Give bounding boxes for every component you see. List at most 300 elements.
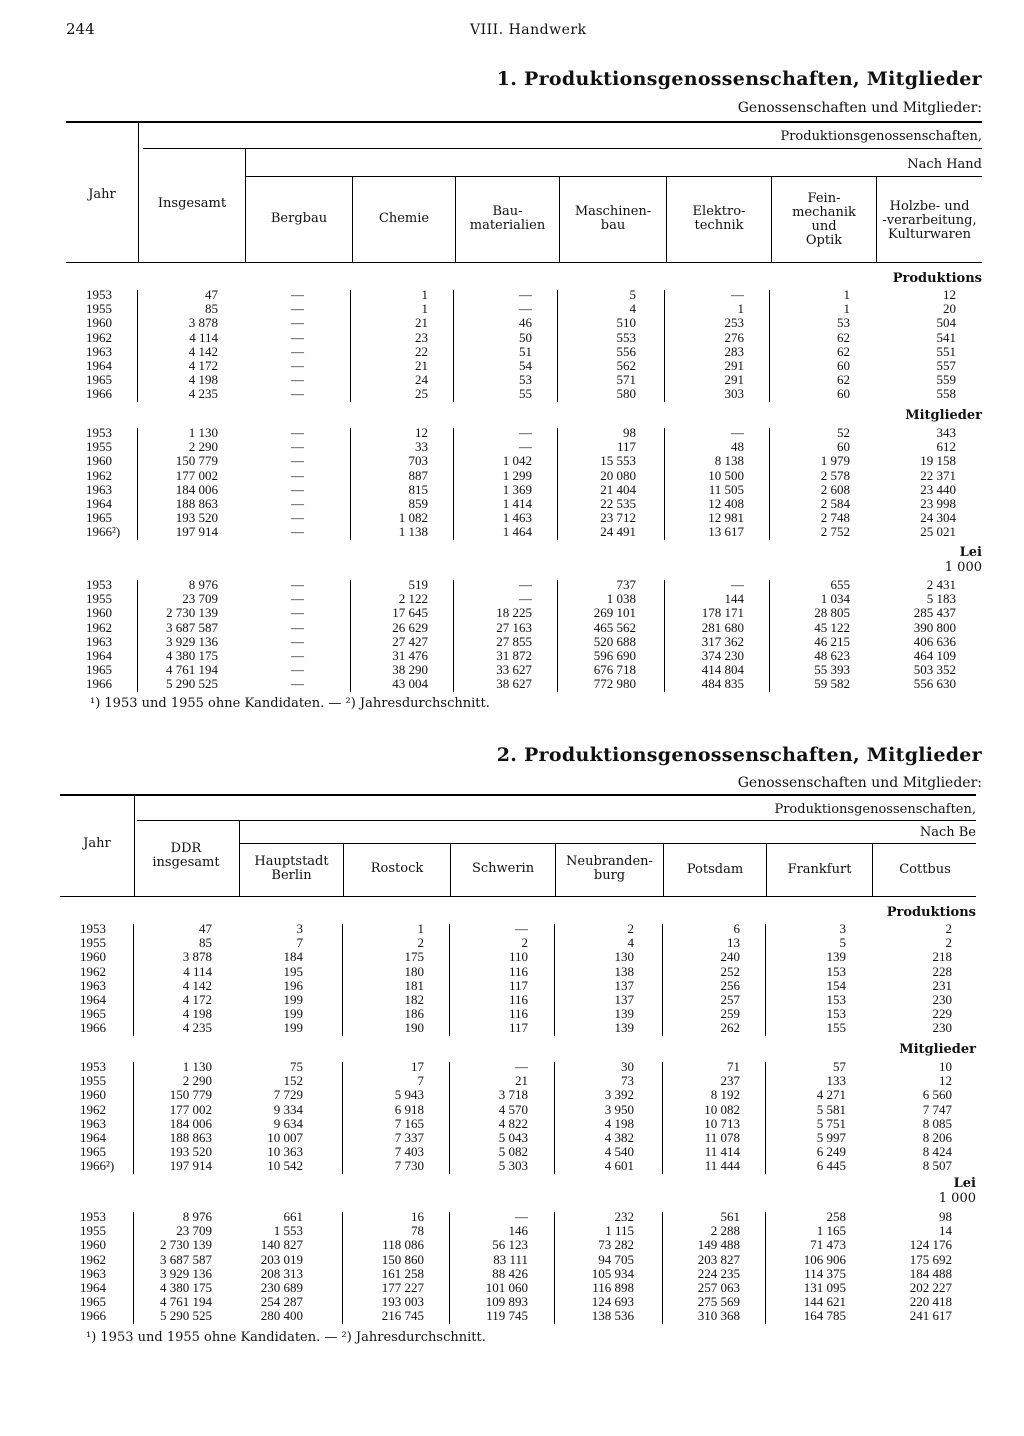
value-cell: 237 (720, 1073, 740, 1089)
value-cell: 31 476 (392, 647, 428, 663)
value-cell: 262 (720, 1020, 740, 1036)
value-cell: 8 206 (922, 1129, 952, 1145)
table1-section-lei (0, 578, 1024, 692)
column-separator (449, 1212, 450, 1324)
value-cell: 228 (932, 963, 952, 979)
table1-title: 1. Produktionsgenossenschaften, Mitglieder (496, 68, 982, 90)
value-cell: 4 198 (182, 1006, 212, 1022)
value-cell: 47 (205, 287, 218, 302)
value-cell: 62 (837, 343, 850, 359)
value-cell: 8 192 (710, 1087, 740, 1103)
value-cell: 12 (415, 425, 428, 440)
year-cell: 1964 (80, 991, 106, 1007)
value-cell: 7 (296, 935, 303, 951)
value-cell: 283 (724, 343, 744, 359)
value-cell: 60 (837, 357, 850, 373)
value-cell: 374 230 (701, 647, 744, 663)
value-cell: 1 (421, 287, 428, 302)
value-cell: 21 404 (600, 481, 636, 497)
year-cell: 1963 (80, 1115, 106, 1131)
value-cell: 75 (290, 1059, 303, 1074)
year-cell: 1962 (86, 467, 112, 483)
year-cell: 1955 (86, 591, 112, 607)
value-cell: 3 878 (182, 949, 212, 965)
value-cell: 139 (826, 949, 846, 965)
value-cell: 557 (936, 357, 956, 373)
value-cell: 6 (733, 921, 740, 936)
value-cell: 116 (508, 1006, 528, 1022)
value-cell: 3 929 136 (160, 1265, 212, 1281)
value-cell: 43 004 (392, 676, 428, 692)
value-cell: 119 745 (486, 1308, 528, 1324)
table-row (0, 649, 1024, 663)
value-cell: 203 019 (260, 1251, 303, 1267)
table-row (0, 592, 1024, 606)
value-cell: — (291, 481, 304, 497)
value-cell: 150 779 (175, 453, 218, 469)
value-cell: — (291, 467, 304, 483)
value-cell: 27 427 (392, 633, 428, 649)
value-cell: 38 290 (392, 662, 428, 678)
value-cell: 26 629 (392, 619, 428, 635)
value-cell: 4 172 (182, 991, 212, 1007)
value-cell: 7 747 (922, 1101, 952, 1117)
year-cell: 1955 (80, 1223, 106, 1239)
column-separator (664, 428, 665, 540)
column-separator (453, 580, 454, 692)
value-cell: 186 (404, 1006, 424, 1022)
value-cell: 676 718 (593, 662, 636, 678)
value-cell: 1 042 (502, 453, 532, 469)
value-cell: — (515, 1059, 528, 1074)
column-separator (557, 428, 558, 540)
value-cell: 285 437 (913, 605, 956, 621)
table-row (0, 1088, 1024, 1102)
value-cell: 180 (404, 963, 424, 979)
column-separator (133, 924, 134, 1036)
table-row (0, 950, 1024, 964)
value-cell: 3 950 (604, 1101, 634, 1117)
table2-header-ddr-insgesamt: DDR insgesamt (152, 841, 220, 870)
value-cell: — (731, 577, 744, 592)
value-cell: 17 (411, 1059, 424, 1074)
value-cell: 138 (614, 963, 634, 979)
value-cell: 8 976 (182, 1209, 212, 1224)
value-cell: 224 235 (697, 1265, 740, 1281)
table1-group-header: Produktionsgenossenschaften, (780, 129, 982, 144)
value-cell: 16 (411, 1209, 424, 1224)
value-cell: 137 (614, 991, 634, 1007)
value-cell: 73 282 (598, 1237, 634, 1253)
year-cell: 1966 (86, 676, 112, 692)
value-cell: 1 369 (502, 481, 532, 497)
value-cell: 155 (826, 1020, 846, 1036)
value-cell: — (519, 439, 532, 455)
value-cell: — (291, 605, 304, 621)
value-cell: 520 688 (593, 633, 636, 649)
table1-header-baumaterialien: Bau- materialien (469, 204, 546, 233)
value-cell: 259 (720, 1006, 740, 1022)
value-cell: 130 (614, 949, 634, 965)
year-cell: 1960 (80, 949, 106, 965)
table-row (0, 936, 1024, 950)
value-cell: 1 038 (606, 591, 636, 607)
table-row (0, 1238, 1024, 1252)
value-cell: 1 464 (502, 524, 532, 540)
column-separator (342, 1062, 343, 1174)
value-cell: 1 130 (182, 1059, 212, 1074)
value-cell: 144 621 (803, 1294, 846, 1310)
year-cell: 1953 (86, 287, 112, 302)
table-row (0, 1145, 1024, 1159)
value-cell: — (291, 453, 304, 469)
value-cell: 133 (826, 1073, 846, 1089)
table-row (0, 1267, 1024, 1281)
value-cell: 562 (616, 357, 636, 373)
value-cell: 60 (837, 386, 850, 402)
column-separator (662, 1062, 663, 1174)
year-cell: 1953 (80, 1059, 106, 1074)
column-separator (453, 290, 454, 402)
year-cell: 1955 (86, 301, 112, 317)
value-cell: 5 183 (926, 591, 956, 607)
value-cell: 30 (621, 1059, 634, 1074)
value-cell: 154 (826, 977, 846, 993)
value-cell: 4 142 (188, 343, 218, 359)
column-separator (554, 1212, 555, 1324)
value-cell: 20 (943, 301, 956, 317)
value-cell: 510 (616, 315, 636, 331)
value-cell: 202 227 (909, 1279, 952, 1295)
value-cell: 2 730 139 (166, 605, 218, 621)
value-cell: 257 063 (697, 1279, 740, 1295)
value-cell: 6 249 (816, 1144, 846, 1160)
year-cell: 1953 (80, 921, 106, 936)
value-cell: 8 085 (922, 1115, 952, 1131)
year-cell: 1960 (86, 315, 112, 331)
value-cell: 1 034 (820, 591, 850, 607)
value-cell: — (515, 1209, 528, 1224)
year-cell: 1962 (80, 1251, 106, 1267)
value-cell: 116 898 (592, 1279, 634, 1295)
value-cell: 1 (421, 301, 428, 317)
value-cell: 33 (415, 439, 428, 455)
value-cell: 2 (417, 935, 424, 951)
value-cell: 256 (720, 977, 740, 993)
value-cell: 117 (508, 1020, 528, 1036)
value-cell: — (291, 386, 304, 402)
value-cell: 8 507 (922, 1158, 952, 1174)
column-separator (662, 924, 663, 1036)
value-cell: 291 (724, 372, 744, 388)
value-cell: 571 (616, 372, 636, 388)
value-cell: 10 (939, 1059, 952, 1074)
value-cell: 7 165 (394, 1115, 424, 1131)
value-cell: 109 893 (485, 1294, 528, 1310)
year-cell: 1964 (86, 647, 112, 663)
value-cell: 27 855 (496, 633, 532, 649)
table1-header-bottom-rule (66, 262, 982, 263)
value-cell: 190 (404, 1020, 424, 1036)
table-row (0, 1224, 1024, 1238)
year-cell: 1965 (80, 1144, 106, 1160)
table-row (0, 578, 1024, 592)
value-cell: 51 (519, 343, 532, 359)
year-cell: 1960 (86, 605, 112, 621)
year-cell: 1963 (86, 343, 112, 359)
value-cell: 181 (404, 977, 424, 993)
table2-header-neubrandenburg: Neubranden- burg (566, 854, 653, 883)
value-cell: 117 (616, 439, 636, 455)
value-cell: 1 165 (816, 1223, 846, 1239)
value-cell: 188 863 (169, 1129, 212, 1145)
value-cell: — (291, 357, 304, 373)
column-separator (664, 580, 665, 692)
table-row (0, 483, 1024, 497)
value-cell: 5 (629, 287, 636, 302)
value-cell: 561 (720, 1209, 740, 1224)
page-number: 244 (66, 20, 95, 38)
value-cell: 193 520 (175, 510, 218, 526)
value-cell: 52 (837, 425, 850, 440)
column-separator (769, 290, 770, 402)
value-cell: 220 418 (909, 1294, 952, 1310)
year-cell: 1964 (80, 1279, 106, 1295)
value-cell: 276 (724, 329, 744, 345)
value-cell: 1 115 (605, 1223, 634, 1239)
value-cell: 24 491 (600, 524, 636, 540)
value-cell: 772 980 (593, 676, 636, 692)
table-row (0, 621, 1024, 635)
value-cell: 139 (614, 1020, 634, 1036)
value-cell: 27 163 (496, 619, 532, 635)
value-cell: 291 (724, 357, 744, 373)
value-cell: 161 258 (381, 1265, 424, 1281)
value-cell: 3 687 587 (160, 1251, 212, 1267)
value-cell: — (291, 662, 304, 678)
table1-header-jahr: Jahr (88, 187, 116, 202)
year-cell: 1965 (80, 1006, 106, 1022)
value-cell: 164 785 (803, 1308, 846, 1324)
value-cell: 484 835 (701, 676, 744, 692)
table-row (0, 1309, 1024, 1323)
table2-section-lei (0, 1210, 1024, 1324)
table2-col-divider (134, 795, 135, 896)
value-cell: 177 002 (175, 467, 218, 483)
value-cell: 4 822 (498, 1115, 528, 1131)
value-cell: 275 569 (697, 1294, 740, 1310)
table-row (0, 511, 1024, 525)
value-cell: — (291, 633, 304, 649)
value-cell: 46 (519, 315, 532, 331)
value-cell: 2 288 (710, 1223, 740, 1239)
value-cell: 124 693 (591, 1294, 634, 1310)
value-cell: 4 (627, 935, 634, 951)
value-cell: 1 082 (398, 510, 428, 526)
table1-subgroup-rule (246, 176, 982, 177)
table2-group-header: Produktionsgenossenschaften, (774, 802, 976, 817)
value-cell: 4 382 (604, 1129, 634, 1145)
value-cell: 4 540 (604, 1144, 634, 1160)
table2-section-mitglieder (0, 1060, 1024, 1174)
value-cell: 303 (724, 386, 744, 402)
year-cell: 1964 (86, 357, 112, 373)
value-cell: 98 (939, 1209, 952, 1224)
value-cell: 241 617 (909, 1308, 952, 1324)
value-cell: 2 584 (820, 495, 850, 511)
value-cell: 2 431 (926, 577, 956, 592)
value-cell: 184 006 (175, 481, 218, 497)
value-cell: 88 426 (492, 1265, 528, 1281)
table1-section-mitglieder (0, 426, 1024, 540)
year-cell: 1963 (86, 481, 112, 497)
value-cell: 9 334 (273, 1101, 303, 1117)
value-cell: 6 560 (922, 1087, 952, 1103)
table-row (0, 1159, 1024, 1173)
table2-section-produktions (0, 922, 1024, 1036)
value-cell: 85 (199, 935, 212, 951)
value-cell: 23 709 (182, 591, 218, 607)
year-cell: 1966²) (86, 524, 121, 540)
value-cell: 144 (724, 591, 744, 607)
column-separator (342, 1212, 343, 1324)
value-cell: 252 (720, 963, 740, 979)
value-cell: 2 (521, 935, 528, 951)
table1-section-produktions (0, 288, 1024, 402)
value-cell: 5 082 (498, 1144, 528, 1160)
value-cell: 193 520 (169, 1144, 212, 1160)
value-cell: 310 368 (697, 1308, 740, 1324)
table-row (0, 677, 1024, 691)
value-cell: 4 172 (188, 357, 218, 373)
column-separator (137, 290, 138, 402)
table-row (0, 345, 1024, 359)
year-cell: 1953 (80, 1209, 106, 1224)
value-cell: 117 (508, 977, 528, 993)
table1-section-unit: 1 000 (944, 560, 982, 575)
value-cell: 4 198 (188, 372, 218, 388)
table-row (0, 606, 1024, 620)
table-row (0, 1281, 1024, 1295)
value-cell: 175 (404, 949, 424, 965)
table-row (0, 497, 1024, 511)
value-cell: 580 (616, 386, 636, 402)
table1-group-rule (143, 148, 982, 149)
value-cell: 54 (519, 357, 532, 373)
value-cell: 124 176 (909, 1237, 952, 1253)
column-separator (554, 924, 555, 1036)
value-cell: 106 906 (803, 1251, 846, 1267)
year-cell: 1960 (80, 1237, 106, 1253)
value-cell: — (519, 425, 532, 440)
value-cell: 4 235 (182, 1020, 212, 1036)
value-cell: 24 304 (920, 510, 956, 526)
value-cell: 11 414 (704, 1144, 740, 1160)
value-cell: 3 (296, 921, 303, 936)
value-cell: 1 138 (398, 524, 428, 540)
value-cell: 24 (415, 372, 428, 388)
value-cell: 177 227 (381, 1279, 424, 1295)
table-row (0, 922, 1024, 936)
value-cell: 737 (616, 577, 636, 592)
value-cell: 203 827 (697, 1251, 740, 1267)
value-cell: — (731, 287, 744, 302)
value-cell: 62 (837, 329, 850, 345)
value-cell: 199 (283, 1006, 303, 1022)
table-row (0, 1117, 1024, 1131)
table1-section-label: Mitglieder (905, 408, 982, 423)
year-cell: 1955 (80, 935, 106, 951)
value-cell: 4 570 (498, 1101, 528, 1117)
value-cell: 2 (627, 921, 634, 936)
value-cell: 116 (508, 963, 528, 979)
value-cell: 9 634 (273, 1115, 303, 1131)
value-cell: 48 623 (814, 647, 850, 663)
table-row (0, 979, 1024, 993)
value-cell: 231 (932, 977, 952, 993)
table-row (0, 426, 1024, 440)
value-cell: — (519, 577, 532, 592)
value-cell: 50 (519, 329, 532, 345)
value-cell: 815 (408, 481, 428, 497)
table-row (0, 965, 1024, 979)
value-cell: 5 751 (816, 1115, 846, 1131)
value-cell: 655 (830, 577, 850, 592)
value-cell: 22 371 (920, 467, 956, 483)
value-cell: 551 (936, 343, 956, 359)
value-cell: 4 601 (604, 1158, 634, 1174)
year-cell: 1965 (86, 510, 112, 526)
column-separator (664, 290, 665, 402)
value-cell: 20 080 (600, 467, 636, 483)
value-cell: 2 748 (820, 510, 850, 526)
value-cell: — (515, 921, 528, 936)
column-separator (350, 580, 351, 692)
table-row (0, 1074, 1024, 1088)
value-cell: 661 (283, 1209, 303, 1224)
year-cell: 1964 (86, 495, 112, 511)
value-cell: 10 713 (704, 1115, 740, 1131)
value-cell: 22 535 (600, 495, 636, 511)
value-cell: 4 271 (816, 1087, 846, 1103)
value-cell: 558 (936, 386, 956, 402)
year-cell: 1953 (86, 425, 112, 440)
table1-header-holz: Holzbe- und -verarbeitung, Kulturwaren (882, 199, 977, 242)
year-cell: 1966²) (80, 1158, 115, 1174)
value-cell: 18 225 (496, 605, 532, 621)
table-row (0, 387, 1024, 401)
value-cell: 197 914 (169, 1158, 212, 1174)
year-cell: 1953 (86, 577, 112, 592)
value-cell: 21 (415, 315, 428, 331)
table2-title: 2. Produktionsgenossenschaften, Mitglieder (496, 744, 982, 766)
table-row (0, 469, 1024, 483)
value-cell: 4 114 (189, 329, 218, 345)
value-cell: 98 (623, 425, 636, 440)
value-cell: 46 215 (814, 633, 850, 649)
value-cell: 83 111 (493, 1251, 528, 1267)
column-separator (557, 290, 558, 402)
value-cell: 1 (843, 301, 850, 317)
table-row (0, 1253, 1024, 1267)
year-cell: 1962 (80, 1101, 106, 1117)
year-cell: 1966 (86, 386, 112, 402)
value-cell: 1 463 (502, 510, 532, 526)
value-cell: 184 006 (169, 1115, 212, 1131)
table2-section-label: Lei (953, 1176, 976, 1191)
table2-header-berlin: Hauptstadt Berlin (254, 854, 329, 883)
column-separator (662, 1212, 663, 1324)
